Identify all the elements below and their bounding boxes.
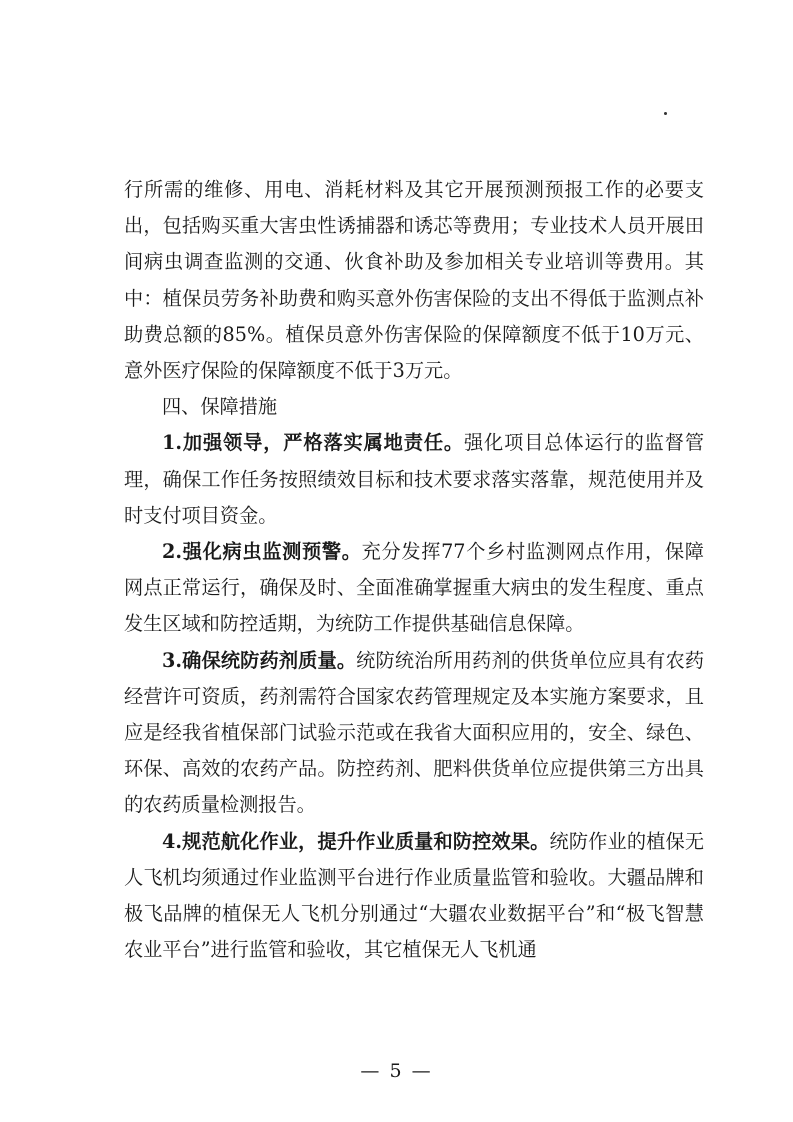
paragraph-lead: 2.强化病虫监测预警。 <box>162 540 362 564</box>
paragraph-measure-4 <box>124 824 704 969</box>
paragraph-lead: 1.加强领导，严格落实属地责任。 <box>162 431 464 455</box>
body-text <box>124 172 704 968</box>
section-heading <box>124 389 704 425</box>
paragraph-lead: 3.确保统防药剂质量。 <box>162 648 357 672</box>
paragraph-text: 强化项目总体运行的监督管理，确保工作任务按照绩效目标和技术要求落实落靠，规范使用并及时支付项目资金。 <box>124 431 705 527</box>
paragraph-measure-2 <box>124 534 704 643</box>
paragraph-measure-3 <box>124 643 704 824</box>
paragraph-text: 充分发挥77个乡村监测网点作用，保障网点正常运行，确保及时、全面准确掌握重大病虫的发生程度、重点发生区域和防控适期，为统防工作提供基础信息保障。 <box>124 540 704 636</box>
paragraph-text: 行所需的维修、用电、消耗材料及其它开展预测预报工作的必要支出，包括购买重大害虫性诱捕器和诱芯等费用；专业技术人员开展田间病虫调查监测的交通、伙食补助及参加相关专业培训等费用。其中：植保员劳务补助费和购买意外伤害保险的支出不得低于监测点补助费总额的85%。植保员意外伤害保险的保障额度不低于10万元、意外医疗保险的保障额度不低于3万元。 <box>124 178 704 383</box>
paragraph-continuation <box>124 172 704 389</box>
paragraph-text: 统防作业的植保无人飞机均须通过作业监测平台进行作业质量监管和验收。大疆品牌和极飞品牌的植保无人飞机分别通过“大疆农业数据平台”和“极飞智慧农业平台”进行监管和验收，其它植保无人飞机通 <box>124 829 705 962</box>
page-number: — 5 — <box>360 1060 433 1082</box>
section-heading-text: 四、保障措施 <box>162 395 278 419</box>
paragraph-lead: 4.规范航化作业，提升作业质量和防控效果。 <box>162 829 550 853</box>
scan-dot <box>664 112 667 115</box>
paragraph-measure-1 <box>124 425 704 534</box>
paragraph-text: 统防统治所用药剂的供货单位应具有农药经营许可资质，药剂需符合国家农药管理规定及本实施方案要求，且应是经我省植保部门试验示范或在我省大面积应用的，安全、绿色、环保、高效的农药产品。防控药剂、肥料供货单位应提供第三方出具的农药质量检测报告。 <box>124 648 705 817</box>
